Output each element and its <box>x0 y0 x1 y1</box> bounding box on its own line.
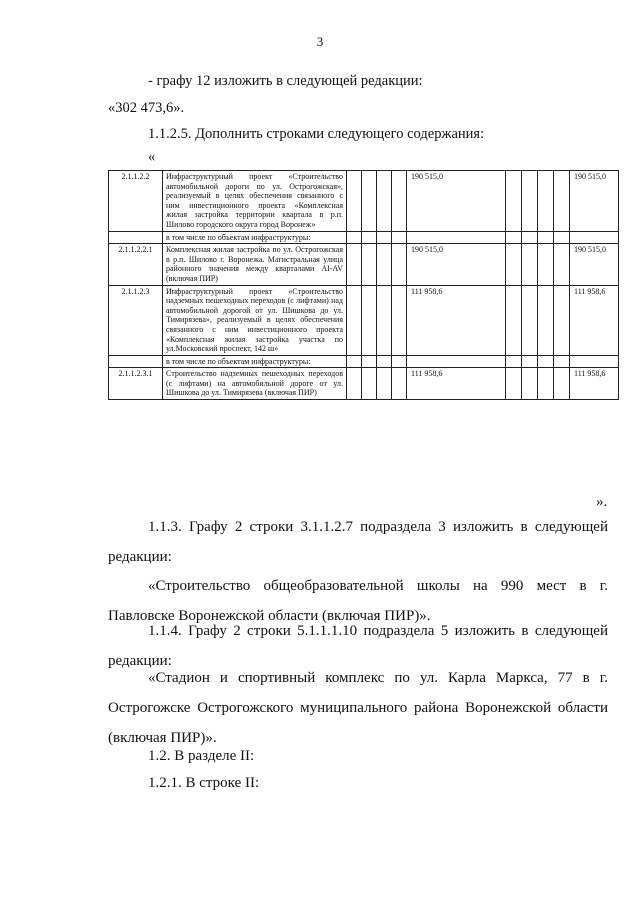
empty-cell <box>362 231 377 244</box>
paragraph-1-2-text: 1.2. В разделе II: <box>148 748 255 764</box>
table-row <box>109 231 619 244</box>
row-value-cell: 111 958,6 <box>407 368 506 400</box>
open-quote: « <box>148 149 156 165</box>
paragraph-1-1-3 <box>108 512 608 572</box>
empty-cell <box>347 285 362 355</box>
empty-cell <box>347 231 362 244</box>
row-value-cell: 111 958,6 <box>407 285 506 355</box>
empty-cell <box>554 244 570 285</box>
paragraph-1-2 <box>108 741 608 771</box>
row-description-cell: Инфраструктурный проект «Строительство автомобильной дороги по ул. Острогожская», реализуемый в целях обеспечения связанного с ним инвестиционного проекта «Комплексная жилая застройка территории квартала в р.п. Шилово городского округа город Воронеж» <box>163 171 347 232</box>
intro-line-3: 1.1.2.5. Дополнить строками следующего содержания: <box>148 126 485 142</box>
row-code-cell: 2.1.1.2.2.1 <box>109 244 163 285</box>
page-number: 3 <box>316 34 324 49</box>
empty-cell <box>347 368 362 400</box>
empty-cell <box>522 285 538 355</box>
empty-cell <box>392 171 407 232</box>
empty-cell <box>522 231 538 244</box>
empty-cell <box>538 285 554 355</box>
row-code-cell <box>109 355 163 368</box>
empty-cell <box>554 171 570 232</box>
empty-cell <box>347 355 362 368</box>
empty-cell <box>362 355 377 368</box>
row-description-cell: Строительство надземных пешеходных переходов (с лифтами) на автомобильной дороге от ул. Шишкова до ул. Тимирязева (включая ПИР) <box>163 368 347 400</box>
empty-cell <box>362 171 377 232</box>
empty-cell <box>377 171 392 232</box>
empty-cell <box>538 231 554 244</box>
empty-cell <box>392 355 407 368</box>
row-total-cell <box>570 231 619 244</box>
empty-cell <box>538 244 554 285</box>
intro-line-2: «302 473,6». <box>108 100 185 116</box>
empty-cell <box>377 231 392 244</box>
empty-cell <box>522 244 538 285</box>
row-code-cell: 2.1.1.2.2 <box>109 171 163 232</box>
empty-cell <box>347 171 362 232</box>
empty-cell <box>362 368 377 400</box>
table-row <box>109 171 619 232</box>
row-value-cell: 190 515,0 <box>407 171 506 232</box>
empty-cell <box>538 355 554 368</box>
empty-cell <box>506 355 522 368</box>
empty-cell <box>554 368 570 400</box>
empty-cell <box>392 244 407 285</box>
row-code-cell: 2.1.1.2.3.1 <box>109 368 163 400</box>
empty-cell <box>392 368 407 400</box>
paragraph-stadium <box>108 663 608 753</box>
empty-cell <box>538 171 554 232</box>
paragraph-1-2-1-text: 1.2.1. В строке II: <box>148 775 260 791</box>
empty-cell <box>522 368 538 400</box>
row-description-cell: в том числе по объектам инфраструктуры: <box>163 231 347 244</box>
empty-cell <box>347 244 362 285</box>
empty-cell <box>506 368 522 400</box>
row-description-cell: в том числе по объектам инфраструктуры: <box>163 355 347 368</box>
row-total-cell: 111 958,6 <box>570 368 619 400</box>
table-row <box>109 355 619 368</box>
row-code-cell: 2.1.1.2.3 <box>109 285 163 355</box>
paragraph-1-1-3-text: 1.1.3. Графу 2 строки 3.1.1.2.7 подраздела 3 изложить в следующей редакции: <box>108 519 608 565</box>
row-code-cell <box>109 231 163 244</box>
insert-table <box>108 170 619 400</box>
empty-cell <box>362 244 377 285</box>
paragraph-1-2-1 <box>108 768 608 798</box>
empty-cell <box>392 231 407 244</box>
empty-cell <box>506 244 522 285</box>
paragraph-1-1-4-text: 1.1.4. Графу 2 строки 5.1.1.1.10 подраздела 5 изложить в следующей редакции: <box>108 623 608 669</box>
table-row <box>109 285 619 355</box>
row-description-cell: Комплексная жилая застройка по ул. Острогожская в р.п. Шилово г. Воронежа. Магистральная улица районного значения между кварталами AI-AV (включая ПИР) <box>163 244 347 285</box>
paragraph-stadium-text: «Стадион и спортивный комплекс по ул. Карла Маркса, 77 в г. Острогожске Острогожского муниципального района Воронежской области (включая ПИР)». <box>108 670 608 746</box>
empty-cell <box>377 244 392 285</box>
empty-cell <box>377 368 392 400</box>
empty-cell <box>377 355 392 368</box>
empty-cell <box>554 231 570 244</box>
empty-cell <box>506 231 522 244</box>
empty-cell <box>554 285 570 355</box>
empty-cell <box>392 285 407 355</box>
empty-cell <box>506 285 522 355</box>
row-description-cell: Инфраструктурный проект «Строительство надземных пешеходных переходов (с лифтами) над автомобильной дорогой от ул. Шишкова до ул. Тимирязева», реализуемый в целях обеспечения связанного с ним инвестиционного проекта «Комплексная жилая застройка участка по ул.Московский проспект, 142 ш» <box>163 285 347 355</box>
row-value-cell: 190 515,0 <box>407 244 506 285</box>
close-quote: ». <box>596 494 608 510</box>
empty-cell <box>377 285 392 355</box>
table-row <box>109 244 619 285</box>
row-total-cell: 190 515,0 <box>570 244 619 285</box>
row-total-cell: 111 958,6 <box>570 285 619 355</box>
row-total-cell: 190 515,0 <box>570 171 619 232</box>
row-total-cell <box>570 355 619 368</box>
empty-cell <box>506 171 522 232</box>
empty-cell <box>554 355 570 368</box>
empty-cell <box>522 171 538 232</box>
paragraph-school-text: «Строительство общеобразовательной школы на 990 мест в г. Павловске Воронежской области (включая ПИР)». <box>108 578 608 624</box>
intro-line-1: - графу 12 изложить в следующей редакции: <box>148 73 423 89</box>
table-body <box>109 171 619 400</box>
row-value-cell <box>407 231 506 244</box>
empty-cell <box>538 368 554 400</box>
table-row <box>109 368 619 400</box>
empty-cell <box>522 355 538 368</box>
empty-cell <box>362 285 377 355</box>
row-value-cell <box>407 355 506 368</box>
